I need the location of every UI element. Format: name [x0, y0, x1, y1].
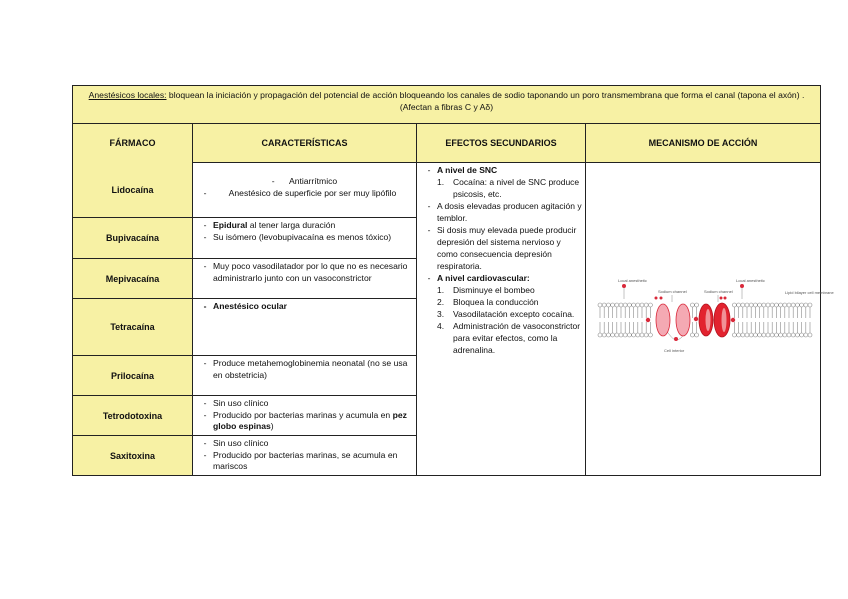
lipid-head	[732, 333, 736, 337]
char-line: - Producido por bacterias marinas y acumula en pez globo espinas)	[203, 409, 407, 431]
lipid-head	[779, 303, 783, 307]
char-line: - Epidural al tener larga duración	[203, 220, 336, 230]
lipid-head	[611, 303, 615, 307]
lipid-head	[753, 303, 757, 307]
label-cell-interior: Cell interior	[664, 348, 685, 353]
lipid-head	[644, 303, 648, 307]
lipid-head	[644, 333, 648, 337]
lipid-head	[695, 333, 699, 337]
lipid-head	[783, 303, 787, 307]
effects-dose: - A dosis elevadas producen agitación y temblor.	[427, 201, 582, 223]
lipid-head	[762, 303, 766, 307]
lipid-head	[766, 303, 770, 307]
lipid-head	[800, 303, 804, 307]
lipid-head	[606, 303, 610, 307]
drug-characteristics	[193, 162, 417, 218]
lipid-head	[758, 333, 762, 337]
lipid-head	[695, 303, 699, 307]
lipid-head	[690, 333, 694, 337]
char-line: - Anestésico ocular	[203, 301, 288, 311]
lipid-head	[636, 303, 640, 307]
lipid-head	[774, 303, 778, 307]
banner-text: bloquean la iniciación y propagación del potencial de acción bloqueando los canales de sodio taponando un poro transmembrana que forma el canal (tapona el axón) . (Afectan a fibras C y Aδ)	[166, 90, 805, 112]
lipid-head	[640, 303, 644, 307]
drug-characteristics	[193, 436, 417, 475]
header-mecanismo: MECANISMO DE ACCIÓN	[648, 138, 758, 148]
lipid-head	[791, 303, 795, 307]
drug-table	[72, 85, 834, 476]
lipid-head	[623, 333, 627, 337]
lipid-head	[615, 303, 619, 307]
lipid-head	[804, 303, 808, 307]
lipid-head	[602, 333, 606, 337]
label-sodium-right: Sodium channel	[704, 289, 733, 294]
label-sodium-left: Sodium channel	[658, 289, 687, 294]
lipid-head	[795, 303, 799, 307]
lipid-head	[632, 333, 636, 337]
effects-high-dose: - Si dosis muy elevada puede producir depresión del sistema nervioso y como consecuencia depresión respiratoria.	[427, 225, 577, 271]
lipid-head	[606, 333, 610, 337]
lipid-head	[611, 333, 615, 337]
lipid-head	[766, 333, 770, 337]
drug-name: Tetrodotoxina	[73, 396, 193, 436]
char-line: - Antiarrítmico	[271, 176, 338, 186]
lipid-head	[741, 333, 745, 337]
lipid-head	[787, 303, 791, 307]
drug-characteristics	[193, 356, 417, 396]
drug-name: Mepivacaína	[73, 259, 193, 299]
char-line: - Sin uso clínico	[203, 398, 269, 408]
char-line: - Anestésico de superficie por ser muy lipófilo	[203, 187, 397, 198]
lipid-head	[615, 333, 619, 337]
banner-title: Anestésicos locales:	[88, 90, 167, 100]
char-line: - Sin uso clínico	[203, 438, 269, 448]
table-banner	[73, 86, 820, 124]
lipid-head	[690, 303, 694, 307]
lipid-head	[745, 333, 749, 337]
effects-snc-item: 1. Cocaína: a nivel de SNC produce psicosis, etc.	[437, 177, 580, 199]
lipid-head	[598, 333, 602, 337]
lipid-head	[745, 303, 749, 307]
membrane-diagram	[586, 162, 834, 475]
lipid-head	[636, 333, 640, 337]
drug-name: Bupivacaína	[73, 218, 193, 259]
lipid-head	[804, 333, 808, 337]
lipid-head	[800, 333, 804, 337]
lipid-head	[602, 303, 606, 307]
effects-cardio: - A nivel cardiovascular:	[427, 273, 530, 283]
lipid-head	[808, 333, 812, 337]
char-line: - Su isómero (levobupivacaína es menos tóxico)	[203, 231, 392, 242]
lipid-head	[640, 333, 644, 337]
char-line: - Muy poco vasodilatador por lo que no es necesario administrarlo junto con un vasoconstrictor	[203, 261, 408, 283]
effects-cardio-item: 3. Vasodilatación excepto cocaína.	[437, 309, 575, 319]
lipid-head	[619, 333, 623, 337]
lipid-head	[732, 303, 736, 307]
header-caracteristicas: CARACTERÍSTICAS	[193, 124, 417, 162]
lipid-head	[648, 303, 652, 307]
drug-name: Prilocaína	[73, 356, 193, 396]
lipid-head	[787, 333, 791, 337]
lipid-head	[737, 333, 741, 337]
lipid-head	[791, 333, 795, 337]
effects-cardio-item: 4. Administración de vasoconstrictor para evitar efectos, como la adrenalina.	[437, 321, 581, 355]
label-lipid: Lipid bilayer cell membrane	[785, 290, 834, 295]
lipid-head	[753, 333, 757, 337]
lipid-head	[779, 333, 783, 337]
header-row	[73, 124, 820, 163]
lipid-head	[758, 303, 762, 307]
lipid-head	[795, 333, 799, 337]
header-farmaco: FÁRMACO	[73, 124, 193, 162]
drug-characteristics	[193, 396, 417, 436]
lipid-head	[749, 333, 753, 337]
lipid-head	[648, 333, 652, 337]
lipid-head	[632, 303, 636, 307]
drug-name: Lidocaína	[73, 162, 193, 218]
sodium-channel-right	[699, 303, 730, 337]
lipid-head	[770, 303, 774, 307]
drug-characteristics	[193, 259, 417, 299]
lipid-head	[627, 333, 631, 337]
lipid-head	[749, 303, 753, 307]
lipid-head	[762, 333, 766, 337]
sodium-channel-left	[656, 304, 690, 336]
effects-cardio-item: 2. Bloquea la conducción	[437, 297, 539, 307]
header-efectos: EFECTOS SECUNDARIOS	[417, 124, 586, 162]
lipid-head	[770, 333, 774, 337]
char-line: - Produce metahemoglobinemia neonatal (no se usa en obstetricia)	[203, 358, 408, 380]
lipid-head	[623, 303, 627, 307]
lipid-head	[619, 303, 623, 307]
mechanism-cell	[586, 162, 834, 475]
drug-name: Tetracaína	[73, 299, 193, 356]
lipid-head	[774, 333, 778, 337]
char-line: - Producido por bacterias marinas, se acumula en mariscos	[203, 449, 398, 471]
lipid-head	[741, 303, 745, 307]
lipid-head	[783, 333, 787, 337]
side-effects-cell	[417, 162, 586, 475]
label-local-right: Local anesthetic	[736, 278, 765, 283]
effects-cardio-item: 1. Disminuye el bombeo	[437, 285, 535, 295]
lipid-head	[627, 303, 631, 307]
drug-characteristics	[193, 299, 417, 356]
lipid-head	[737, 303, 741, 307]
lipid-head	[808, 303, 812, 307]
lipid-head	[598, 303, 602, 307]
label-local-left: Local anesthetic	[618, 278, 647, 283]
effects-snc: - A nivel de SNC	[427, 165, 498, 175]
drug-characteristics	[193, 218, 417, 259]
drug-name: Saxitoxina	[73, 436, 193, 475]
